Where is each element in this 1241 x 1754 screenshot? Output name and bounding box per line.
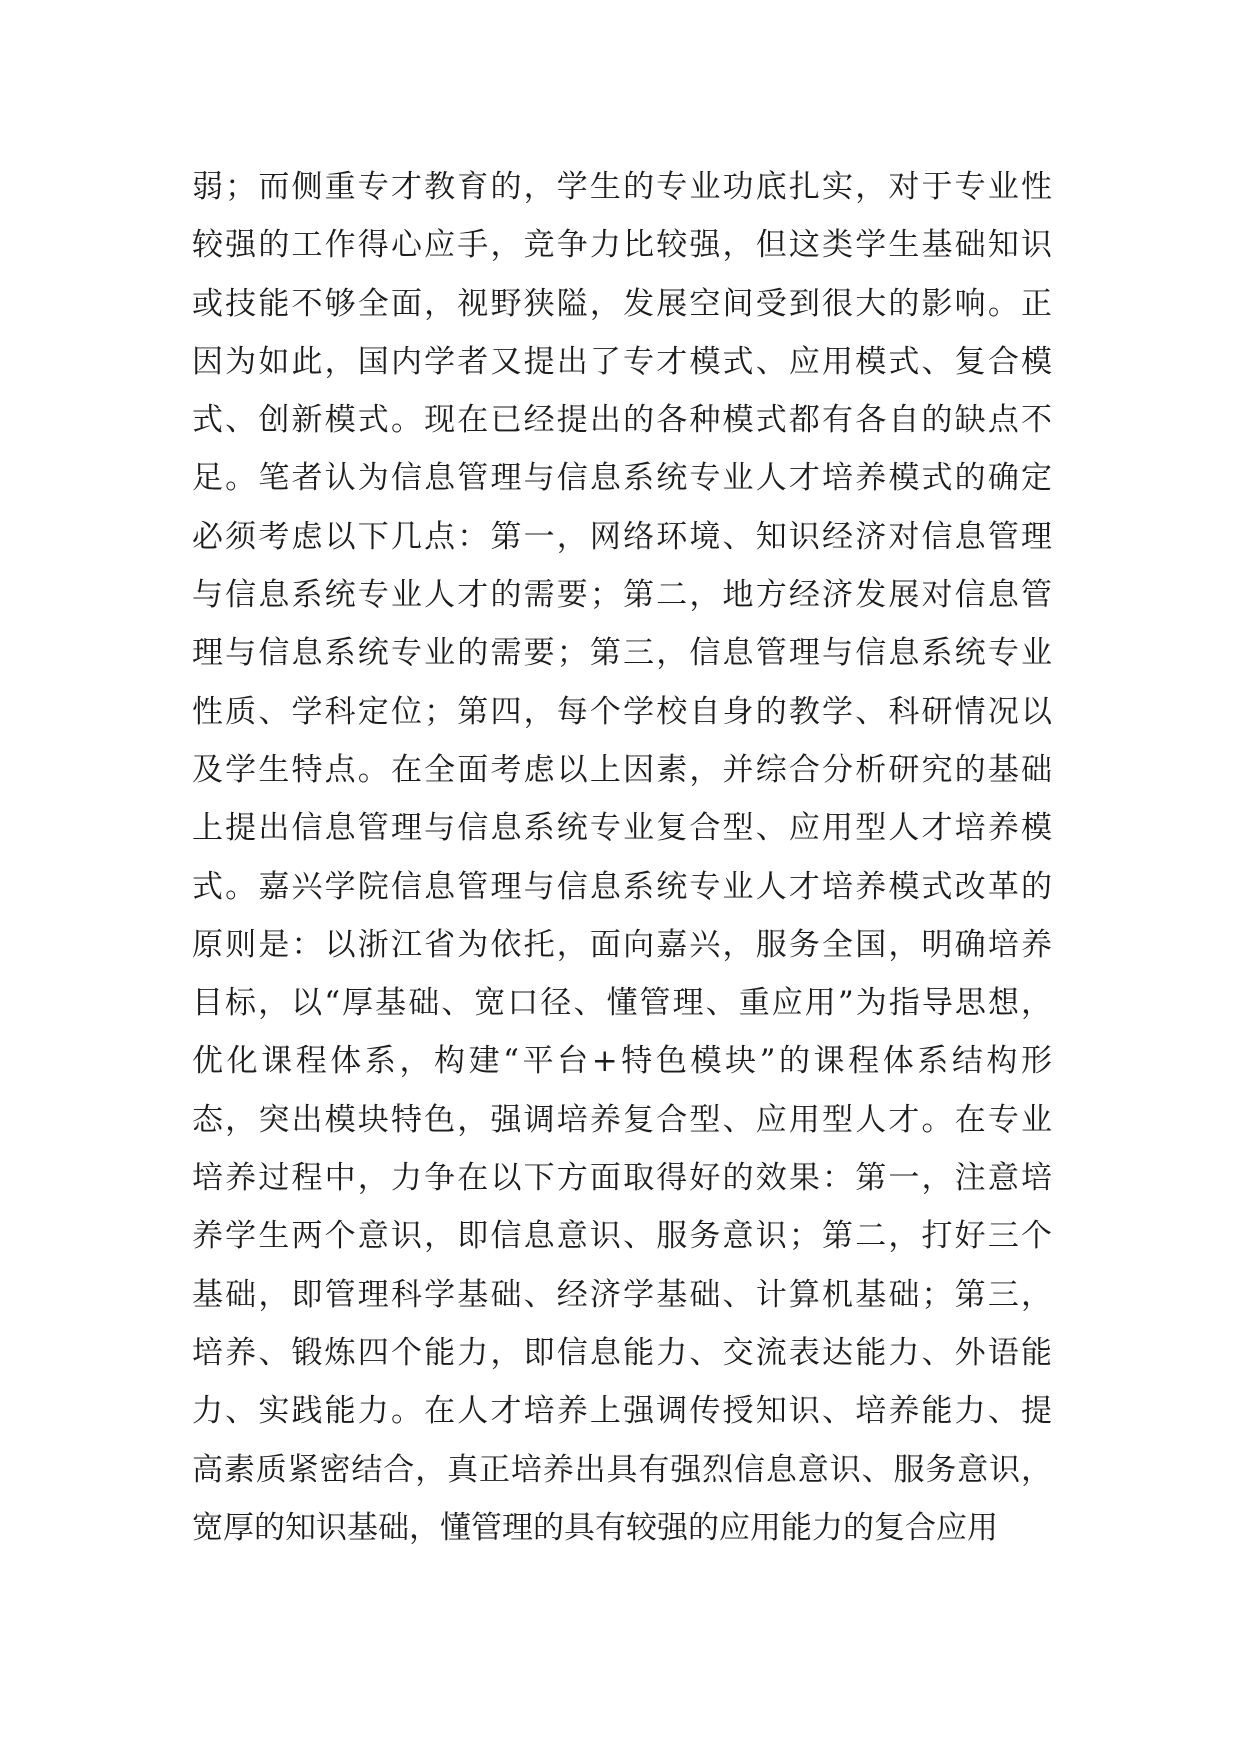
text-line: 态，突出模块特色，强调培养复合型、应用型人才。在专业 [192, 1101, 1052, 1138]
text-line: 基础，即管理科学基础、经济学基础、计算机基础；第三， [192, 1276, 1052, 1313]
text-line: 式。嘉兴学院信息管理与信息系统专业人才培养模式改革的 [192, 868, 1052, 905]
text-line: 及学生特点。在全面考虑以上因素，并综合分析研究的基础 [192, 751, 1052, 788]
text-line: 优化课程体系，构建“平台+特色模块”的课程体系结构形 [192, 1043, 1052, 1080]
text-line: 因为如此，国内学者又提出了专才模式、应用模式、复合模 [192, 343, 1052, 380]
text-line: 培养、锻炼四个能力，即信息能力、交流表达能力、外语能 [192, 1334, 1052, 1371]
text-line: 较强的工作得心应手，竞争力比较强，但这类学生基础知识 [192, 227, 1052, 264]
text-line: 原则是：以浙江省为依托，面向嘉兴，服务全国，明确培养 [192, 926, 1052, 963]
text-line: 足。笔者认为信息管理与信息系统专业人才培养模式的确定 [192, 460, 1052, 497]
text-line: 高素质紧密结合，真正培养出具有强烈信息意识、服务意识， [192, 1451, 1052, 1488]
text-line: 必须考虑以下几点：第一，网络环境、知识经济对信息管理 [192, 518, 1052, 555]
text-line: 或技能不够全面，视野狭隘，发展空间受到很大的影响。正 [192, 285, 1052, 322]
text-line: 性质、学科定位；第四，每个学校自身的教学、科研情况以 [192, 693, 1052, 730]
text-line: 力、实践能力。在人才培养上强调传授知识、培养能力、提 [192, 1393, 1052, 1430]
text-line: 培养过程中，力争在以下方面取得好的效果：第一，注意培 [192, 1160, 1052, 1197]
text-line: 弱；而侧重专才教育的，学生的专业功底扎实，对于专业性 [192, 169, 1052, 205]
text-line: 宽厚的知识基础，懂管理的具有较强的应用能力的复合应用 [192, 1509, 998, 1546]
text-line: 与信息系统专业人才的需要；第二，地方经济发展对信息管 [192, 577, 1052, 614]
text-line: 目标，以“厚基础、宽口径、懂管理、重应用”为指导思想， [192, 985, 1052, 1022]
body-paragraph [192, 158, 1052, 1557]
text-line: 式、创新模式。现在已经提出的各种模式都有各自的缺点不 [192, 402, 1052, 439]
text-line: 理与信息系统专业的需要；第三，信息管理与信息系统专业 [192, 635, 1052, 672]
text-line: 上提出信息管理与信息系统专业复合型、应用型人才培养模 [192, 810, 1052, 847]
text-line: 养学生两个意识，即信息意识、服务意识；第二，打好三个 [192, 1218, 1052, 1255]
